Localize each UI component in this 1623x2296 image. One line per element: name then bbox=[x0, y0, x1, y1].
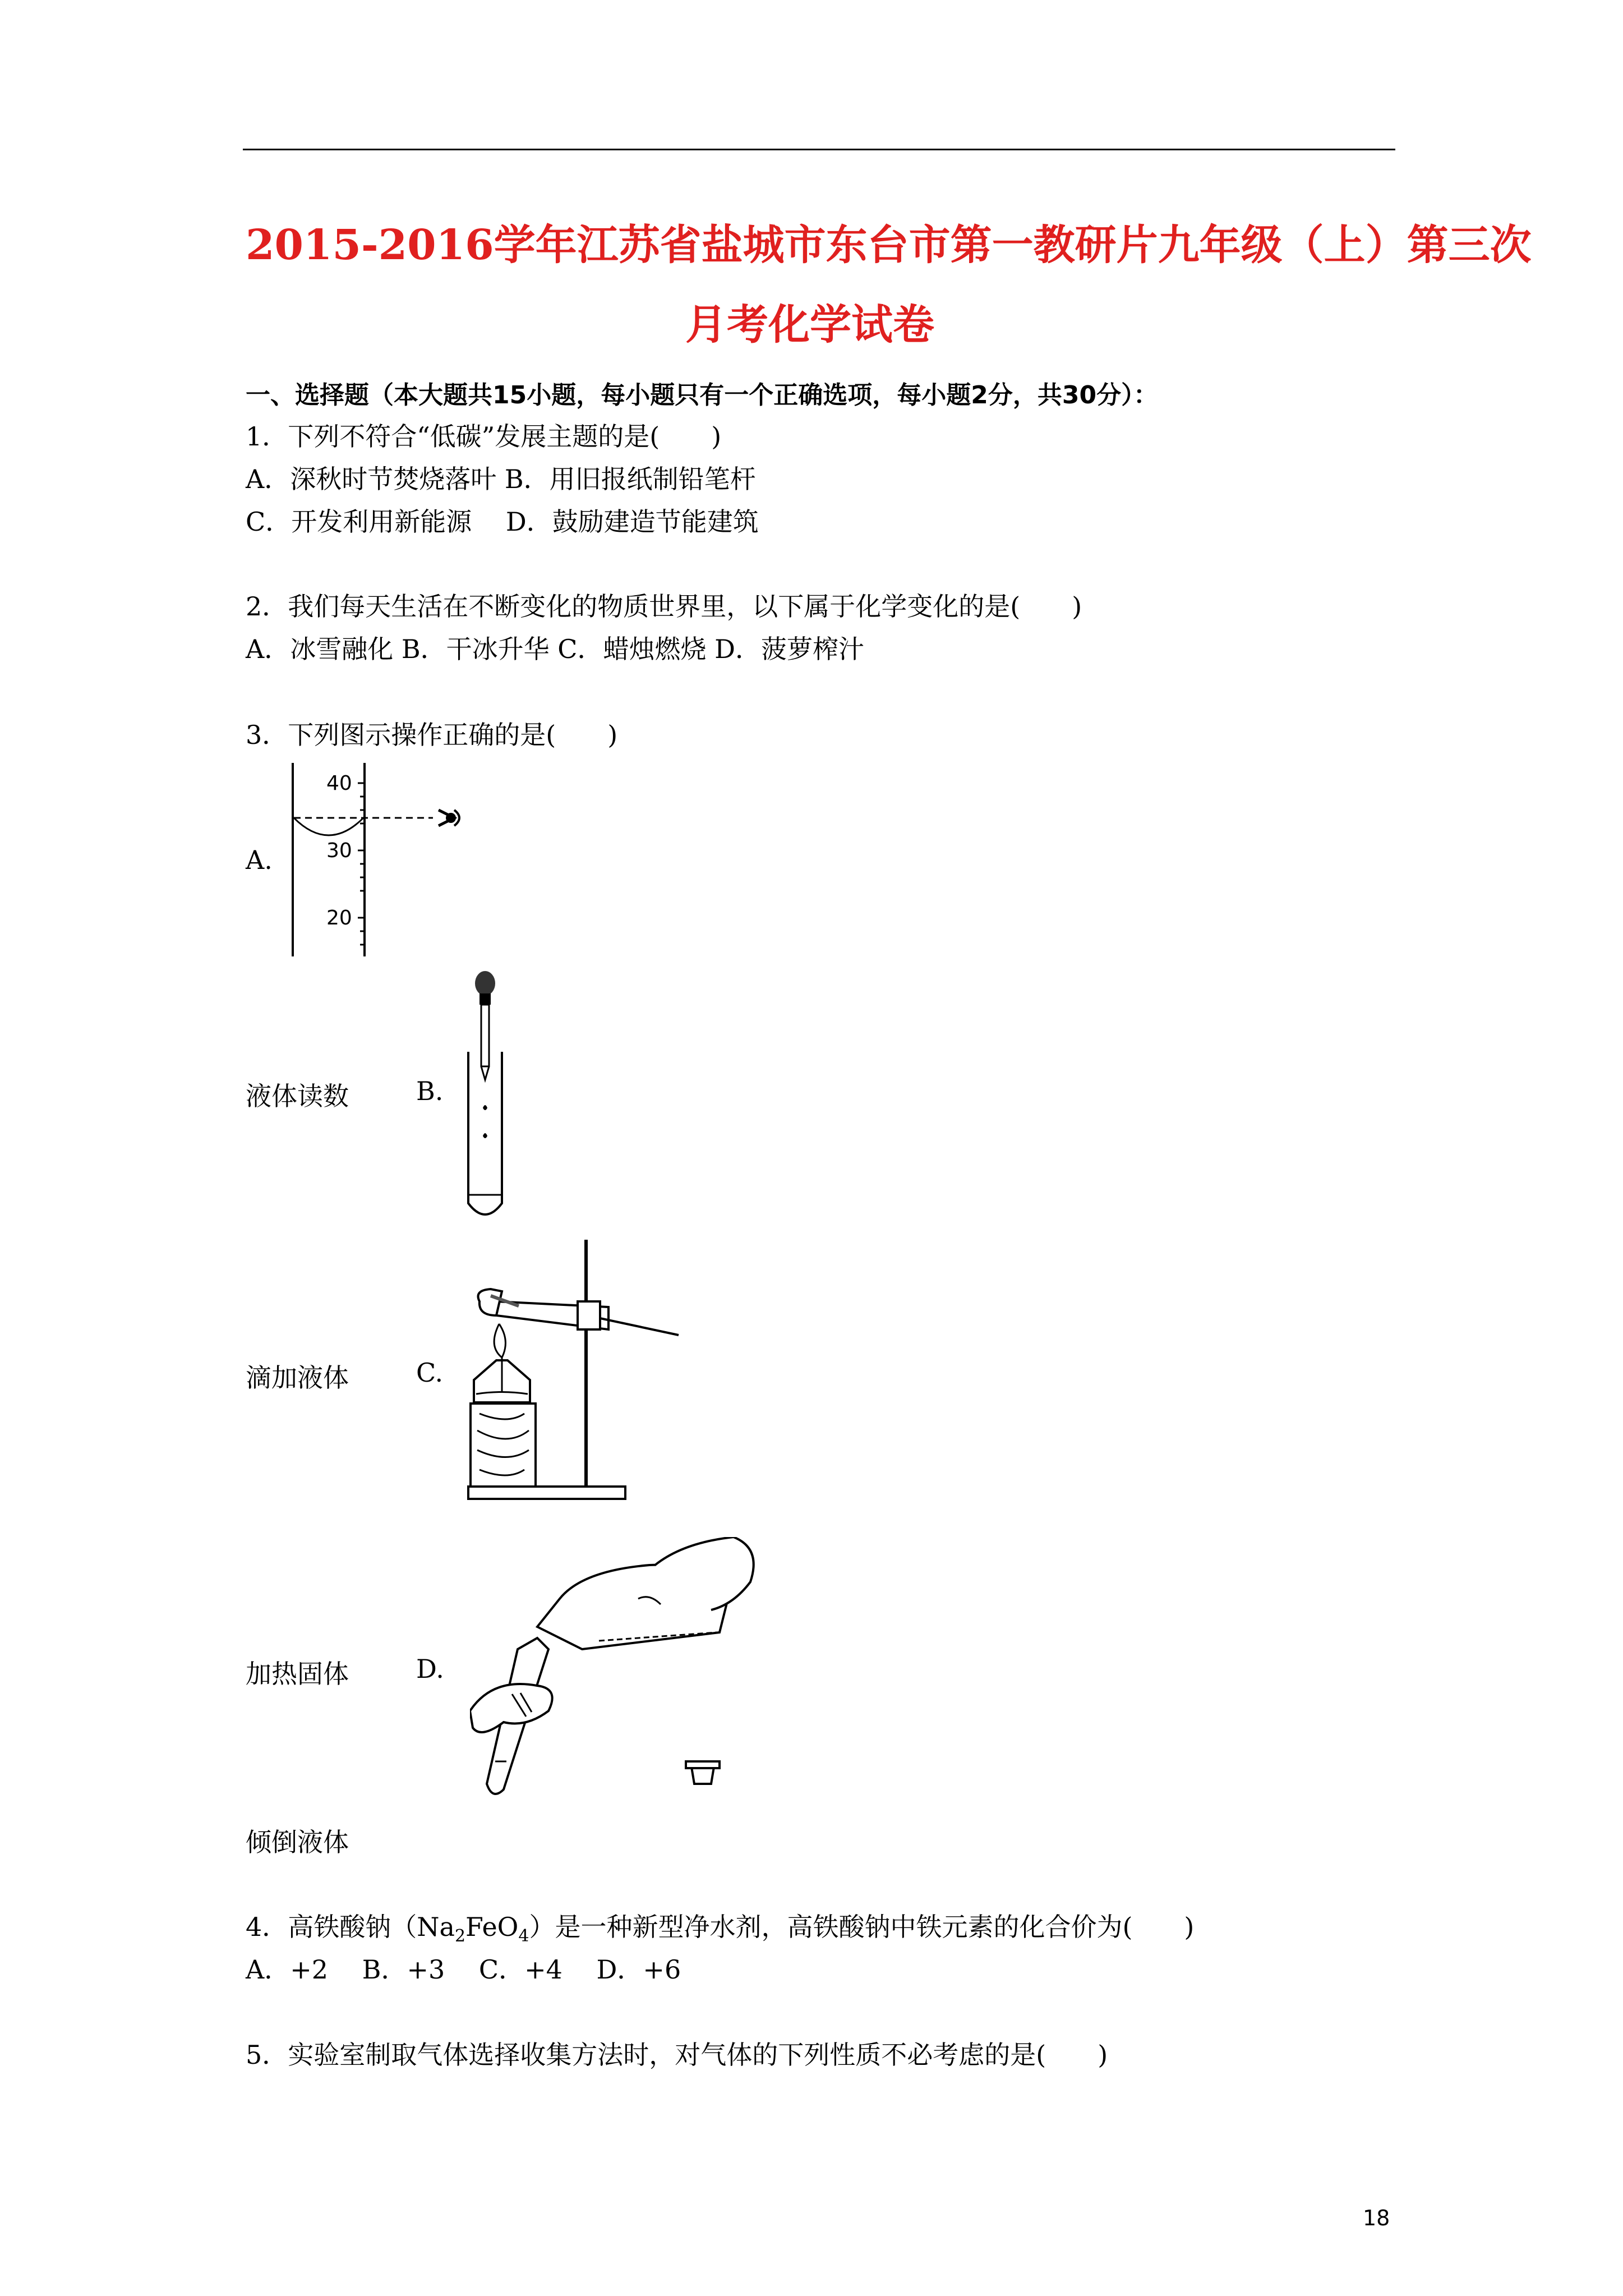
caption-a: 液体读数 bbox=[246, 1081, 349, 1111]
caption-b: 滴加液体 bbox=[246, 1363, 349, 1393]
question-2-options: A．冰雪融化 B．干冰升华 C．蜡烛燃烧 D．菠萝榨汁 bbox=[246, 634, 864, 664]
heating-apparatus-figure bbox=[457, 1240, 693, 1503]
question-2-stem: 2．我们每天生活在不断变化的物质世界里，以下属于化学变化的是( ) bbox=[246, 591, 1082, 622]
header-rule bbox=[243, 149, 1395, 150]
question-1-options-row-1: A．深秋时节焚烧落叶 B．用旧报纸制铅笔杆 bbox=[246, 464, 756, 494]
question-4-stem: 4．高铁酸钠$(Na_2FeO_4)$是一种新型净水剂，高铁酸钠中铁元素的化合价为( ) bbox=[246, 1912, 1195, 1946]
tick-label-30: 30 bbox=[326, 839, 352, 862]
option-b-label: B. bbox=[416, 1076, 444, 1106]
section-heading: 一、选择题（本大题共15小题，每小题只有一个正确选项，每小题2分，共30分）： bbox=[246, 381, 1159, 409]
question-1-options-row-2: C．开发利用新能源 D．鼓励建造节能建筑 bbox=[246, 507, 759, 537]
option-c-label: C. bbox=[416, 1358, 444, 1388]
option-d-label: D. bbox=[416, 1654, 444, 1684]
eye-icon bbox=[439, 810, 459, 826]
caption-c: 加热固体 bbox=[246, 1659, 349, 1689]
question-3-stem: 3．下列图示操作正确的是( ) bbox=[246, 720, 618, 750]
title-line-1: 2015-2016学年江苏省盐城市东台市第一教研片九年级（上）第三次 bbox=[246, 221, 1532, 269]
question-5-stem: 5．实验室制取气体选择收集方法时，对气体的下列性质不必考虑的是( ) bbox=[246, 2040, 1108, 2070]
dropper-test-tube-figure bbox=[457, 968, 513, 1226]
title-line-2: 月考化学试卷 bbox=[685, 301, 934, 349]
question-1-stem: 1．下列不符合“低碳”发展主题的是( ) bbox=[246, 421, 722, 452]
graduated-cylinder-figure bbox=[286, 763, 488, 959]
tick-label-20: 20 bbox=[326, 907, 352, 930]
page-number: 18 bbox=[1363, 2206, 1390, 2230]
option-a-label: A. bbox=[246, 845, 273, 875]
caption-d: 倾倒液体 bbox=[246, 1827, 349, 1857]
tick-label-40: 40 bbox=[326, 772, 352, 795]
pouring-liquid-figure bbox=[470, 1537, 784, 1806]
question-4-options: A．+2 B．+3 C．+4 D．+6 bbox=[246, 1954, 681, 1985]
